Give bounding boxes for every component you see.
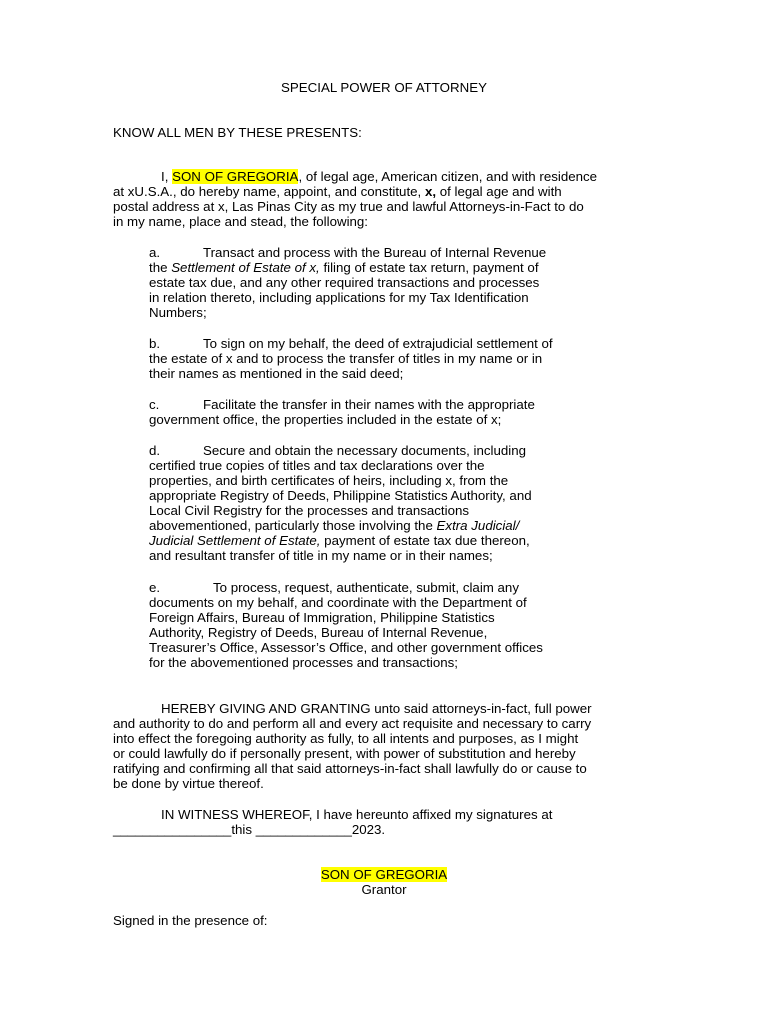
witness-paragraph: IN WITNESS WHEREOF, I have hereunto affixed my signatures at ________________this _____________2023.: [113, 807, 553, 837]
list-item-c: c. Facilitate the transfer in their names with the appropriate government office, the properties included in the estate of x;: [149, 397, 535, 427]
signature-name-highlight: SON OF GREGORIA: [320, 867, 448, 882]
list-item-d: d. Secure and obtain the necessary documents, including certified true copies of titles and tax declarations over the properties, and birth certificates of heirs, including x, from the appropriate Registry of Deeds, Philippine Statistics Authority, and Local Civil Registry for the processes and transactions abovementioned, particularly those involving the Extra Judicial/ Judicial Settlement of Estate, payment of estate tax due thereon, and resultant transfer of title in my name or in their names;: [149, 443, 532, 563]
intro-paragraph: I, SON OF GREGORIA, of legal age, American citizen, and with residence at xU.S.A., do hereby name, appoint, and constitute, x, of legal age and with postal address at x, Las Pinas City as my true and lawful Attorneys-in-Fact to do in my name, place and stead, the following:: [113, 169, 598, 229]
opening-line: KNOW ALL MEN BY THESE PRESENTS:: [113, 125, 362, 140]
list-item-b: b. To sign on my behalf, the deed of extrajudicial settlement of the estate of x and to process the transfer of titles in my name or in their names as mentioned in the said deed;: [149, 336, 553, 381]
granting-paragraph: HEREBY GIVING AND GRANTING unto said attorneys-in-fact, full power and authority to do and perform all and every act requisite and necessary to carry into effect the foregoing authority as fully, to all intents and purposes, as I might or could lawfully do if personally present, with power of substitution and hereby ratifying and confirming all that said attorneys-in-fact shall lawfully do or cause to be done by virtue thereof.: [113, 701, 592, 791]
grantor-name-highlight: SON OF GREGORIA: [172, 169, 299, 184]
list-item-e: e. To process, request, authenticate, submit, claim any documents on my behalf, and coordinate with the Department of Foreign Affairs, Bureau of Immigration, Philippine Statistics Authority, Registry of Deeds, Bureau of Internal Revenue, Treasurer’s Office, Assessor’s Office, and other government offices for the abovementioned processes and transactions;: [149, 580, 543, 670]
signature-block: [0, 867, 768, 897]
signature-role: Grantor: [361, 882, 407, 897]
list-item-a: a. Transact and process with the Bureau of Internal Revenue the Settlement of Estate of x, filing of estate tax return, payment of estate tax due, and any other required transactions and processes in relation thereto, including applications for my Tax Identification Numbers;: [149, 245, 547, 320]
document-title: SPECIAL POWER OF ATTORNEY: [281, 80, 487, 95]
witness-presence-line: Signed in the presence of:: [113, 913, 268, 928]
